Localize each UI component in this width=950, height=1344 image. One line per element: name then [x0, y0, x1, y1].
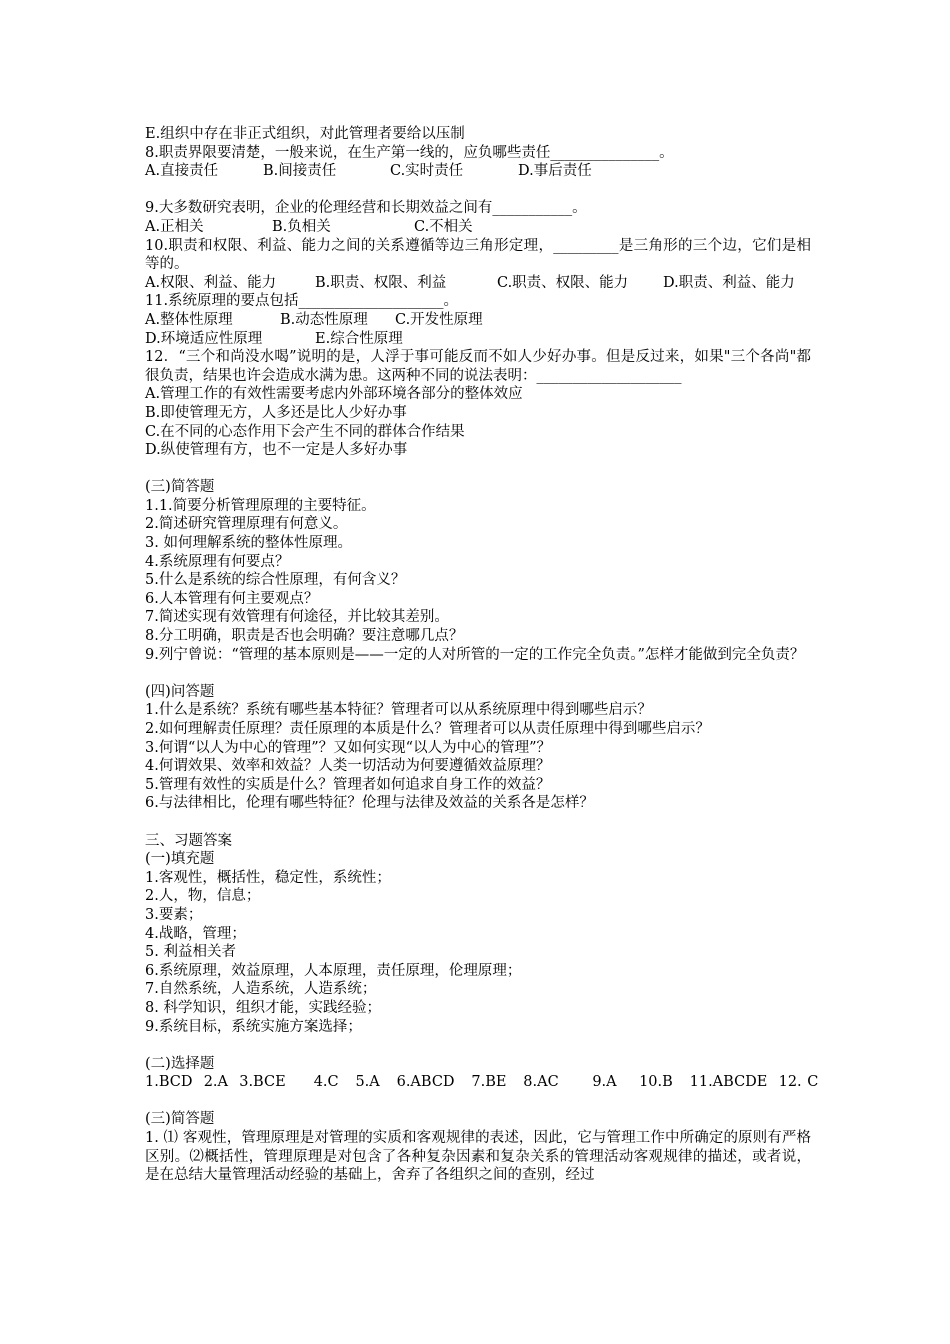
q11-option-d: D.环境适应性原理 [145, 330, 263, 347]
fill-answer: 5. 利益相关者 [145, 944, 236, 961]
short-question: 9.列宁曾说：“管理的基本原则是——一定的人对所管的一定的工作完全负责。”怎样才能做到完全负责？ [145, 646, 805, 663]
q9-option-b: B.负相关 [272, 218, 331, 235]
q9-option-c: C.不相关 [414, 218, 473, 235]
question-10-options [145, 274, 811, 293]
short-question: 7.简述实现有效管理有何途径，并比较其差别。 [145, 609, 449, 626]
choice-answers-heading: (二)选择题 [145, 1055, 215, 1072]
essay-question: 1.什么是系统？系统有哪些基本特征？管理者可以从系统原理中得到哪些启示？ [145, 702, 652, 719]
fill-answer: 4.战略，管理； [145, 925, 246, 942]
question-11-options-row1 [145, 311, 811, 330]
q12-option-c: C.在不同的心态作用下会产生不同的群体合作结果 [145, 423, 465, 440]
answers-section-title: 三、习题答案 [145, 832, 232, 849]
q12-option-d: D.纵使管理有方，也不一定是人多好办事 [145, 442, 408, 459]
short-question: 5.什么是系统的综合性原理，有何含义？ [145, 572, 406, 589]
fill-answer: 6.系统原理，效益原理，人本原理，责任原理，伦理原理； [145, 962, 522, 979]
essay-question: 5.管理有效性的实质是什么？管理者如何追求自身工作的效益？ [145, 776, 551, 793]
fill-answer: 9.系统目标，系统实施方案选择； [145, 1018, 362, 1035]
q8-option-d: D.事后责任 [518, 163, 592, 180]
q8-option-c: C.实时责任 [390, 163, 464, 180]
fill-answer: 1.客观性，概括性，稳定性，系统性； [145, 869, 391, 886]
essay-question: 2.如何理解责任原理？责任原理的本质是什么？管理者可以从责任原理中得到哪些启示？ [145, 721, 710, 737]
short-question: 2.简述研究管理原理有何意义。 [145, 516, 348, 533]
question-11-options-row2 [145, 330, 811, 349]
question-8-options [145, 162, 811, 181]
q10-option-d: D.职责、利益、能力 [663, 274, 795, 291]
q10-option-c: C.职责、权限、能力 [497, 274, 629, 291]
short-question: 8.分工明确，职责是否也会明确？要注意哪几点？ [145, 628, 464, 645]
q8-option-b: B.间接责任 [263, 163, 337, 180]
option-e-line: E.组织中存在非正式组织，对此管理者要给以压制 [145, 126, 465, 142]
q12-option-b: B.即使管理无方，人多还是比人少好办事 [145, 404, 407, 421]
q11-option-b: B.动态性原理 [280, 311, 368, 328]
fill-answers-heading: (一)填充题 [145, 851, 215, 868]
short-question: 6.人本管理有何主要观点？ [145, 590, 319, 607]
short-question: 4.系统原理有何要点？ [145, 553, 290, 570]
q11-option-c: C.开发性原理 [395, 311, 483, 328]
short-question: 3. 如何理解系统的整体性原理。 [145, 535, 352, 552]
document-page [145, 125, 819, 1185]
question-12: 12．“三个和尚没水喝”说明的是，人浮于事可能反而不如人少好办事。但是反过来，如果"三个各尚"都很负责，结果也许会造成水满为患。这两种不同的说法表明：____________________ [145, 349, 811, 384]
essay-question: 3.何谓“以人为中心的管理”？又如何实现“以人为中心的管理”？ [145, 739, 551, 756]
q11-option-a: A.整体性原理 [145, 311, 233, 328]
fill-answer: 8. 科学知识，组织才能，实践经验； [145, 999, 381, 1016]
q8-option-a: A.直接责任 [145, 163, 219, 180]
fill-answer: 3.要素； [145, 906, 203, 923]
question-9-options [145, 218, 811, 237]
question-10: 10.职责和权限、利益、能力之间的关系遵循等边三角形定理，_________是三角形的三个边，它们是相等的。 [145, 237, 811, 273]
q12-option-a: A.管理工作的有效性需要考虑内外部环境各部分的整体效应 [145, 386, 523, 403]
q10-option-a: A.权限、利益、能力 [145, 274, 277, 291]
essay-questions-heading: (四)问答题 [145, 683, 215, 700]
q11-option-e: E.综合性原理 [315, 330, 403, 347]
question-9: 9.大多数研究表明，企业的伦理经营和长期效益之间有___________。 [145, 200, 587, 217]
essay-question: 6.与法律相比，伦理有哪些特征？伦理与法律及效益的关系各是怎样？ [145, 795, 594, 812]
fill-answer: 2.人，物，信息； [145, 888, 261, 905]
short-answer-1: 1. ⑴ 客观性，管理原理是对管理的实质和客观规律的表述，因此，它与管理工作中所确定的原则有严格区别。⑵概括性，管理原理是对包含了各种复杂因素和复杂关系的管理活动客观规律的描述，或者说，是在总结大量管理活动经验的基础上，舍弃了各组织之间的查别，经过 [145, 1130, 811, 1184]
short-questions-heading: (三)简答题 [145, 479, 215, 496]
choice-answers: 1.BCD 2.A 3.BCE 4.C 5.A 6.ABCD 7.BE 8.AC 9.A 10.B 11.ABCDE 12. C [145, 1074, 819, 1091]
question-8: 8.职责界限要清楚，一般来说，在生产第一线的，应负哪些责任_______________。 [145, 144, 674, 161]
short-question: 1.1.简要分析管理原理的主要特征。 [145, 497, 376, 514]
q10-option-b: B.职责、权限、利益 [315, 274, 447, 291]
essay-question: 4.何谓效果、效率和效益？人类一切活动为何要遵循效益原理？ [145, 758, 551, 775]
fill-answer: 7.自然系统，人造系统，人造系统； [145, 981, 377, 998]
q9-option-a: A.正相关 [145, 218, 204, 235]
question-11: 11.系统原理的要点包括____________________。 [145, 293, 459, 310]
short-answers-heading: (三)简答题 [145, 1111, 215, 1128]
